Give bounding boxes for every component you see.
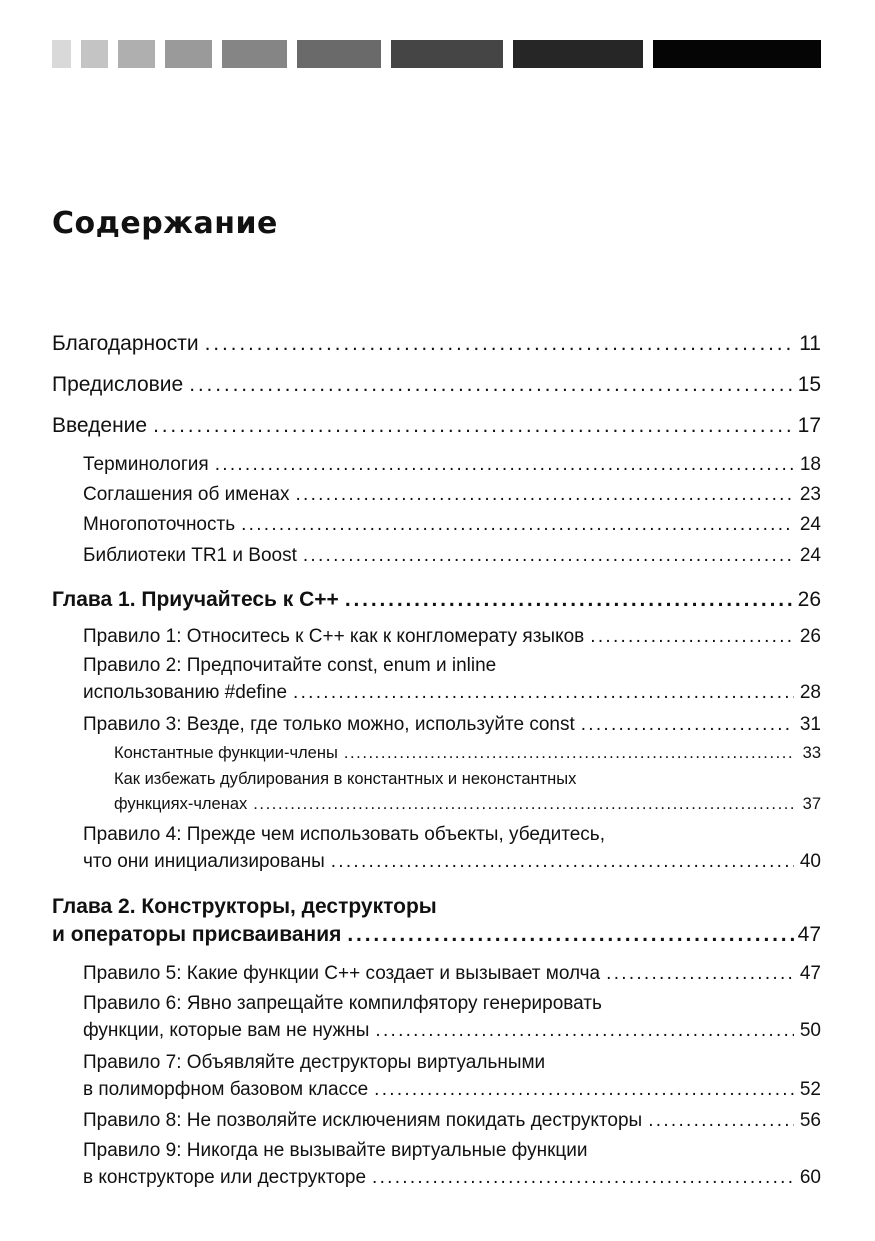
dot-leader [205,330,794,358]
header-bar-5 [222,40,287,68]
dot-leader [344,741,794,766]
toc-chapter[interactable] [52,893,821,949]
toc-entry-title-line1: Правило 7: Объявляйте деструкторы виртуальными [83,1052,546,1073]
toc-page-number: 11 [799,332,821,355]
toc-entry-title: Терминология [83,454,209,475]
header-bar-9 [653,40,821,68]
toc-entry-title: Глава 1. Приучайтесь к C++ [52,588,339,611]
dot-leader [345,586,794,614]
toc-page-number: 60 [799,1167,821,1188]
toc-entry-title: Правило 1: Относитесь к C++ как к конгломерату языков [83,626,585,647]
toc-page-number: 40 [799,851,821,872]
toc-subentry[interactable] [114,741,821,766]
toc-entry-title: в полиморфном базовом классе [83,1079,369,1100]
header-bar-6 [297,40,381,68]
toc-page-number: 15 [797,373,821,396]
toc-page-number: 47 [799,963,821,984]
dot-leader [215,451,794,478]
toc-entry-title: Предисловие [52,373,184,396]
dot-leader [606,960,794,987]
toc-page-number: 37 [802,795,821,813]
toc-chapter[interactable] [52,586,821,614]
toc-entry-title: и операторы присваивания [52,923,342,946]
dot-leader [372,1164,794,1191]
header-bar-2 [81,40,108,68]
dot-leader [153,412,794,440]
toc-entry-title-line1: Правило 6: Явно запрещайте компилфятору генерировать [83,993,602,1014]
dot-leader [253,792,794,817]
toc-page-number: 33 [802,744,821,762]
toc-entry-title: Введение [52,414,148,437]
toc-entry[interactable] [83,960,821,987]
dot-leader [581,711,794,738]
toc-page-number: 56 [799,1110,821,1131]
header-bar-3 [118,40,155,68]
dot-leader [648,1107,794,1134]
toc-entry[interactable] [83,1137,821,1191]
toc-entry[interactable] [83,481,821,508]
toc-page-number: 26 [797,588,821,611]
toc-page-number: 52 [799,1079,821,1100]
toc-entry-title: Правило 5: Какие функции C++ создает и вызывает молча [83,963,601,984]
dot-leader [375,1017,794,1044]
toc-entry[interactable] [83,1107,821,1134]
toc-entry[interactable] [83,623,821,650]
header-bar-1 [52,40,71,68]
toc-page-number: 23 [799,484,821,505]
toc-entry[interactable] [83,652,821,706]
toc-entry[interactable] [83,451,821,478]
dot-leader [331,848,794,875]
toc-page-number: 26 [799,626,821,647]
toc-entry[interactable] [83,542,821,569]
dot-leader [189,371,794,399]
header-bar-7 [391,40,503,68]
toc-entry-title: Правило 3: Везде, где только можно, используйте const [83,714,575,735]
toc-entry[interactable] [83,990,821,1044]
toc-subentry[interactable] [114,767,821,817]
toc-entry-title: Благодарности [52,332,199,355]
toc-page-number: 31 [799,714,821,735]
toc-entry[interactable] [83,821,821,875]
dot-leader [293,679,794,706]
header-bar-8 [513,40,643,68]
toc-page-number: 17 [797,414,821,437]
dot-leader [241,511,794,538]
toc-page-number: 18 [799,454,821,475]
toc-entry[interactable] [83,1049,821,1103]
dot-leader [347,921,794,949]
dot-leader [295,481,794,508]
toc-entry-title: в конструкторе или деструкторе [83,1167,367,1188]
toc-entry-title: использованию #define [83,682,288,703]
dot-leader [303,542,794,569]
toc-entry[interactable] [52,330,821,358]
toc-page-number: 47 [797,923,821,946]
toc-entry[interactable] [83,711,821,738]
toc-entry-title: Правило 8: Не позволяйте исключениям покидать деструкторы [83,1110,643,1131]
toc-entry-title: Библиотеки TR1 и Boost [83,545,297,566]
toc-entry-title: Многопоточность [83,514,236,535]
toc-entry[interactable] [83,511,821,538]
header-bar-4 [165,40,212,68]
toc-entry-title-line1: Глава 2. Конструкторы, деструкторы [52,895,437,918]
toc-page-number: 24 [799,514,821,535]
toc-entry-title: Константные функции-члены [114,744,338,762]
toc-page-number: 24 [799,545,821,566]
toc-entry-title: что они инициализированы [83,851,325,872]
page-title: Содержание [52,206,278,241]
dot-leader [590,623,794,650]
toc-entry-title: функции, которые вам не нужны [83,1020,370,1041]
dot-leader [374,1076,794,1103]
toc-entry-title: Соглашения об именах [83,484,290,505]
toc-page-number: 28 [799,682,821,703]
toc-entry[interactable] [52,371,821,399]
toc-page-number: 50 [799,1020,821,1041]
toc-entry-title-line1: Как избежать дублирования в константных и неконстантных [114,770,577,788]
toc-entry-title: функциях-членах [114,795,248,813]
toc-entry[interactable] [52,412,821,440]
toc-entry-title-line1: Правило 2: Предпочитайте const, enum и inline [83,655,497,676]
toc-entry-title-line1: Правило 9: Никогда не вызывайте виртуальные функции [83,1140,588,1161]
toc-entry-title-line1: Правило 4: Прежде чем использовать объекты, убедитесь, [83,824,605,845]
